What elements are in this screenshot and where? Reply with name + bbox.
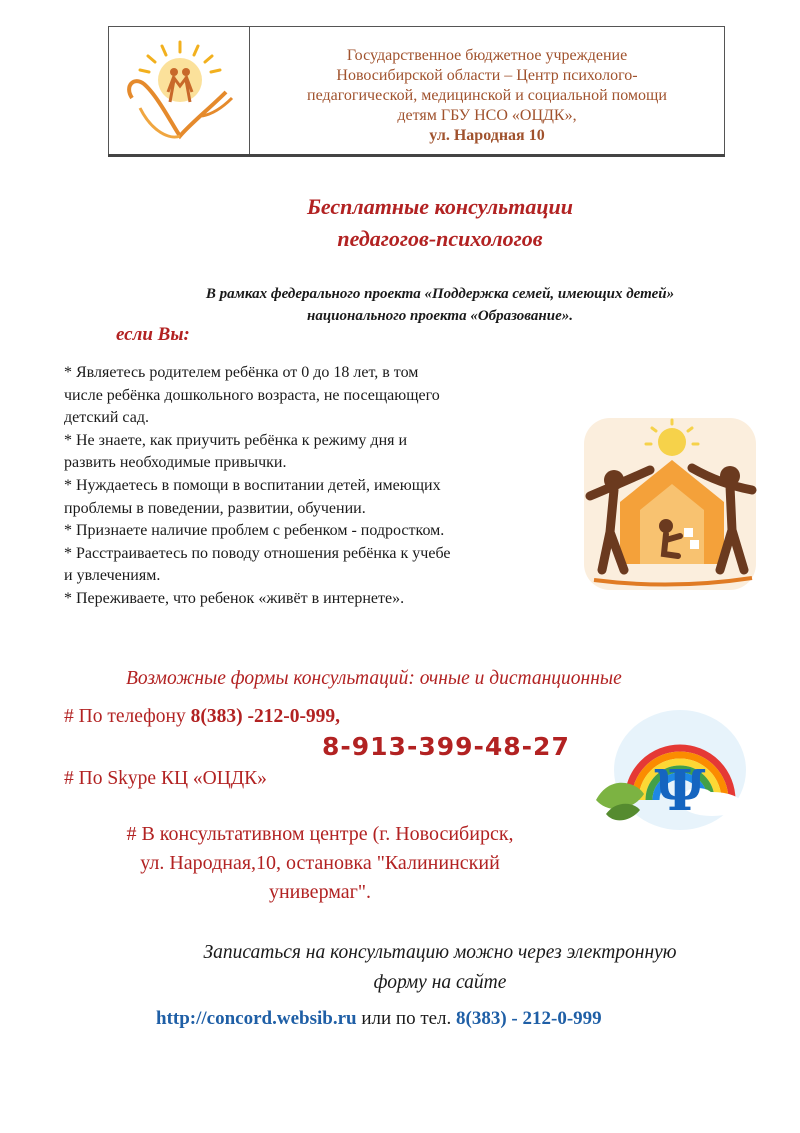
project-line-2: национального проекта «Образование». [307, 308, 573, 324]
consult-center-address [60, 820, 580, 907]
phone-number-1[interactable]: 8(383) -212-0-999, [190, 706, 341, 727]
list-item: числе ребёнка дошкольного возраста, не посещающего [64, 386, 440, 404]
list-item: развить необходимые привычки. [64, 454, 287, 472]
sun-heart-logo [118, 36, 242, 146]
center-line-1: # В консультативном центре (г. Новосибирск, [126, 823, 514, 845]
svg-text:Ψ: Ψ [654, 758, 706, 824]
list-item: * Расстраиваетесь по поводу отношения ребёнка к учебе [64, 544, 451, 562]
conditions-list [64, 362, 560, 611]
list-item: проблемы в поведении, развитии, обучении. [64, 499, 366, 517]
org-line-4: детям ГБУ НСО «ОЦДК», [397, 107, 577, 124]
title-line-1: Бесплатные консультации [306, 194, 574, 219]
skype-line: # По Skype КЦ «ОЦДК» [64, 768, 267, 789]
if-you-heading: если Вы: [116, 324, 190, 345]
title-line-2: педагогов-психологов [337, 226, 543, 251]
project-line-1: В рамках федерального проекта «Поддержка семей, имеющих детей» [205, 286, 675, 302]
org-address: ул. Народная 10 [429, 127, 545, 144]
center-line-3: универмаг". [268, 881, 372, 903]
contact-phone[interactable]: 8(383) - 212-0-999 [456, 1008, 602, 1029]
header-divider [249, 26, 250, 157]
consultation-forms: Возможные формы консультаций: очные и дистанционные [126, 668, 622, 689]
organization-name [258, 46, 716, 146]
org-line-3: педагогической, медицинской и социальной помощи [307, 87, 667, 104]
signup-line-2: форму на сайте [373, 972, 507, 993]
signup-note [120, 938, 760, 998]
center-line-2: ул. Народная,10, остановка "Калининский [140, 852, 500, 874]
signup-line-1: Записаться на консультацию можно через электронную [203, 942, 677, 963]
list-item: * Не знаете, как приучить ребёнка к режиму дня и [64, 431, 408, 449]
project-note [100, 283, 780, 327]
contact-middle: или по тел. [356, 1008, 457, 1029]
phone-line [64, 706, 340, 728]
list-item: * Переживаете, что ребенок «живёт в интернете». [64, 589, 405, 607]
phone-prefix: # По телефону [64, 706, 191, 727]
website-link[interactable]: http://concord.websib.ru [156, 1008, 357, 1029]
psi-rainbow-logo [588, 704, 756, 840]
list-item: * Являетесь родителем ребёнка от 0 до 18 лет, в том [64, 364, 419, 381]
contact-line [156, 1008, 602, 1030]
list-item: и увлечениям. [64, 567, 161, 585]
list-item: * Признаете наличие проблем с ребенком - подростком. [64, 522, 445, 540]
header-bottom-rule [108, 154, 725, 157]
list-item: детский сад. [64, 409, 149, 427]
list-item: * Нуждаетесь в помощи в воспитании детей, имеющих [64, 476, 441, 494]
family-house-illustration [580, 414, 760, 594]
org-line-1: Государственное бюджетное учреждение [346, 47, 628, 64]
org-line-2: Новосибирской области – Центр психолого- [336, 67, 638, 84]
phone-number-2[interactable]: 8-913-399-48-27 [322, 732, 570, 761]
page-title [200, 191, 680, 255]
